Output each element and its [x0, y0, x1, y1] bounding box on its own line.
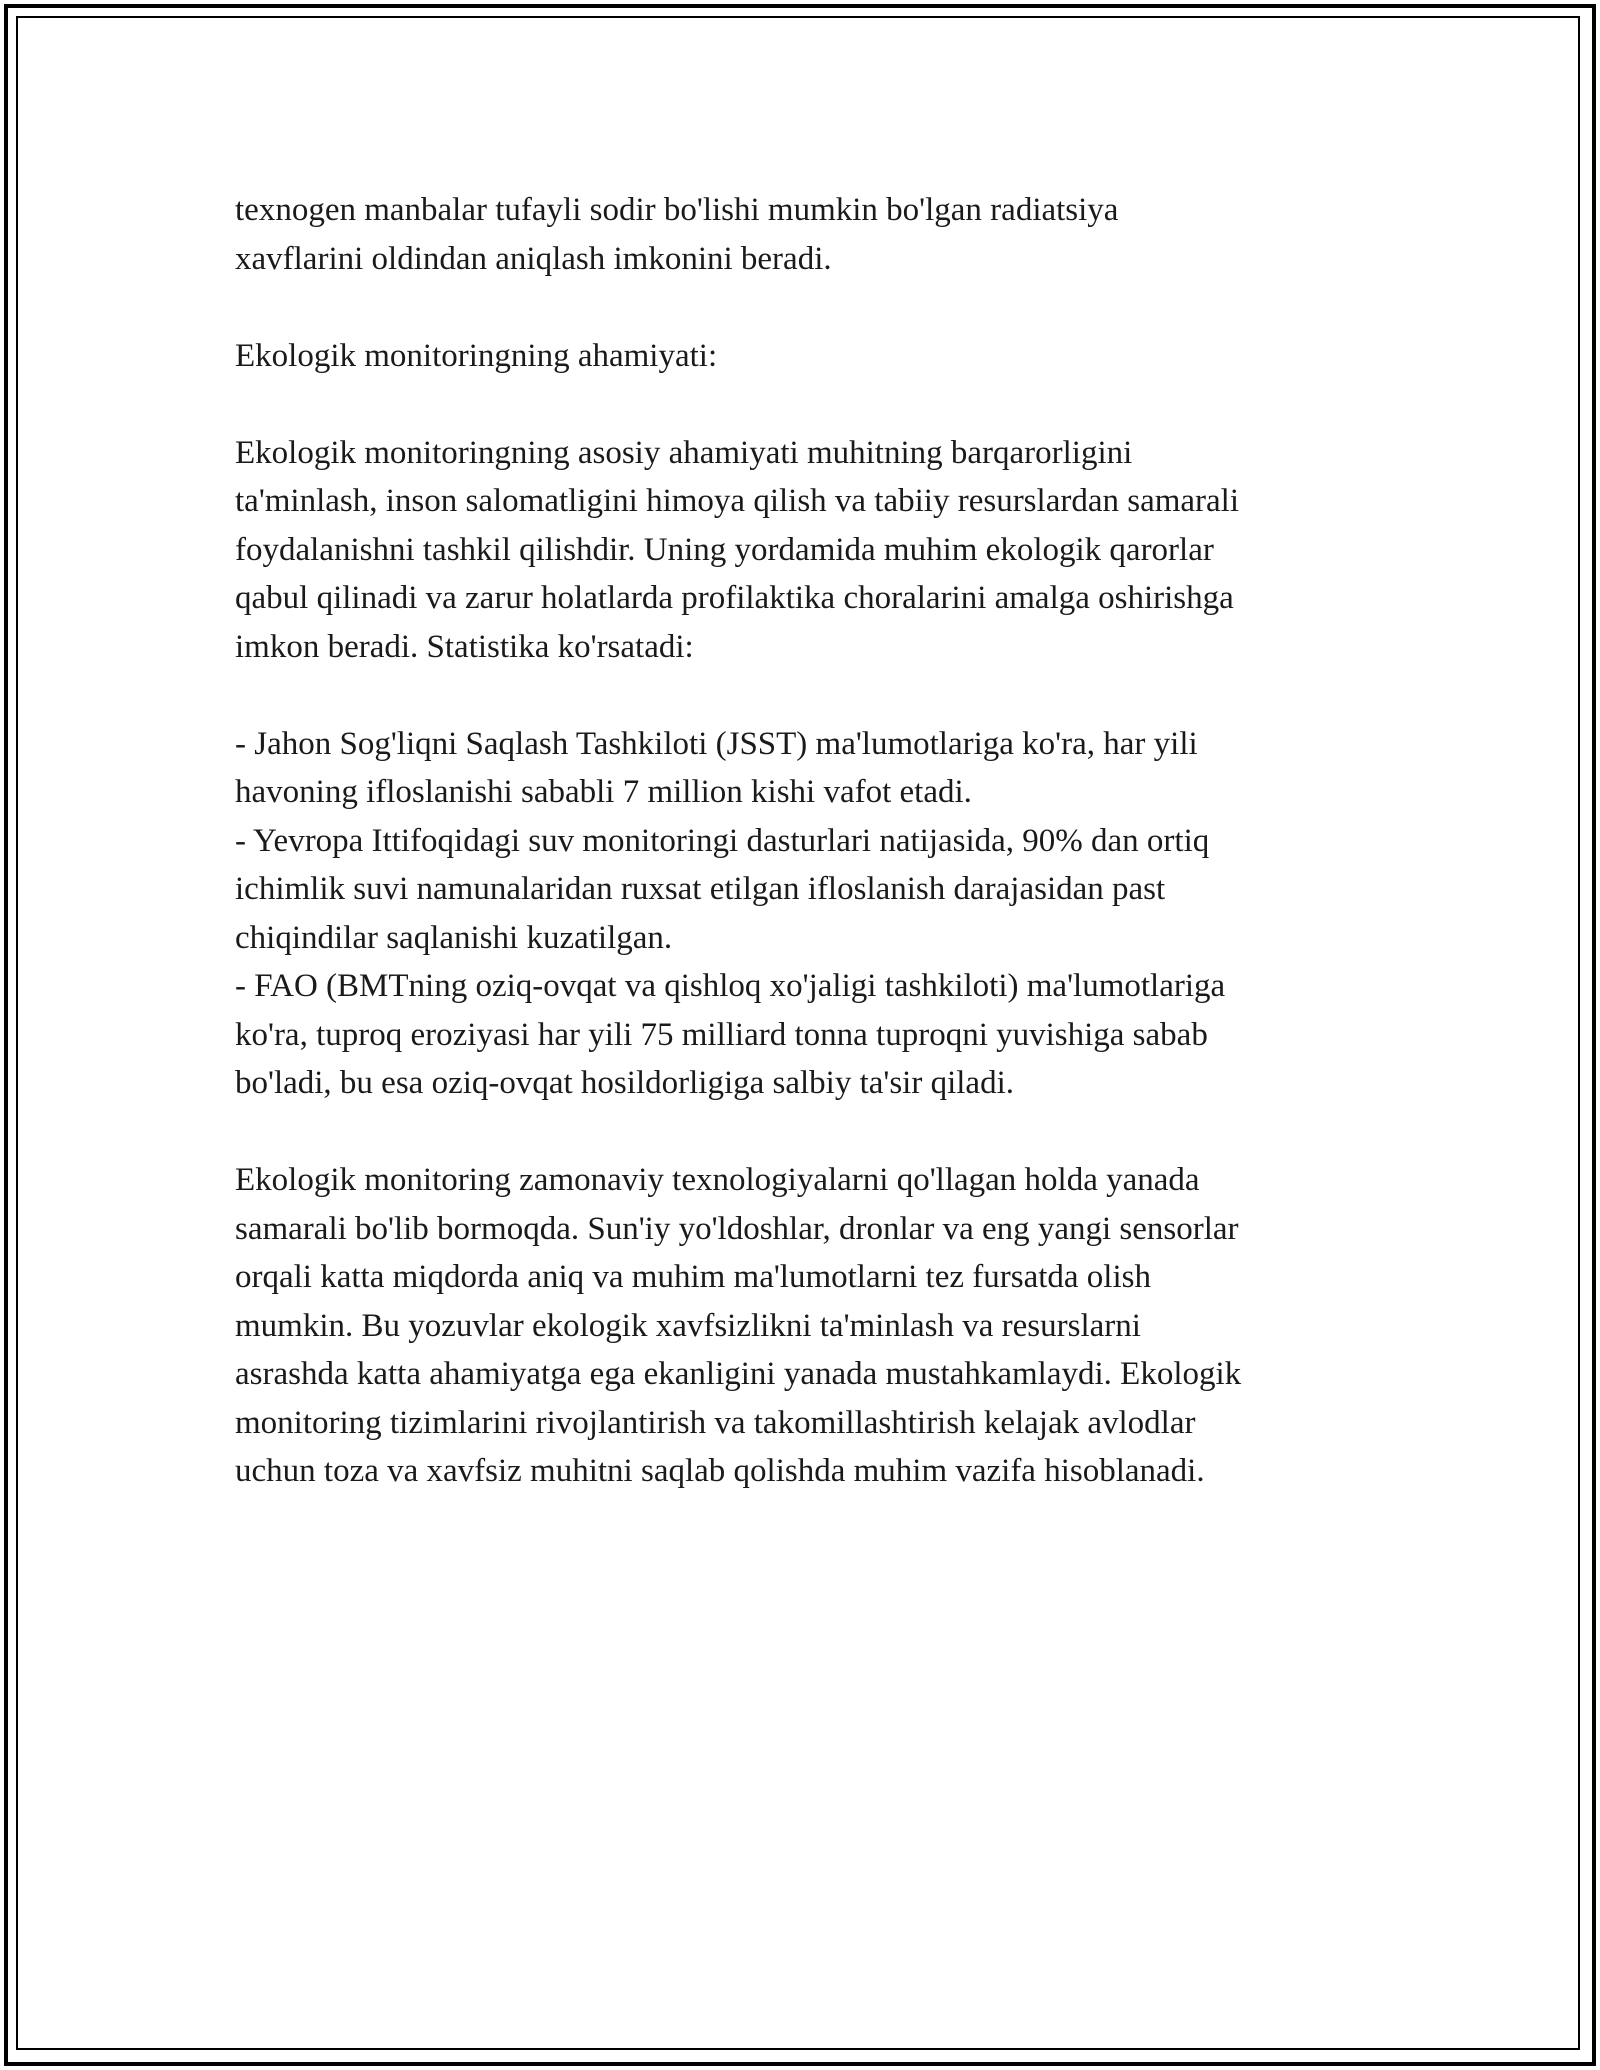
- text-line: mumkin. Bu yozuvlar ekologik xavfsizlikni ta'minlash va resurslarni: [235, 1307, 1141, 1344]
- text-line: texnogen manbalar tufayli sodir bo'lishi mumkin bo'lgan radiatsiya: [235, 192, 1119, 228]
- text-line: bo'ladi, bu esa oziq-ovqat hosildorligiga salbiy ta'sir qiladi.: [235, 1065, 1014, 1101]
- text-line: orqali katta miqdorda aniq va muhim ma'lumotlarni tez fursatda olish: [235, 1259, 1151, 1295]
- heading-text: Ekologik monitoringning ahamiyati:: [235, 337, 718, 374]
- text-line: ta'minlash, inson salomatligini himoya qilish va tabiiy resurslardan samarali: [235, 483, 1240, 519]
- text-line: chiqindilar saqlanishi kuzatilgan.: [235, 919, 673, 956]
- text-line: - Jahon Sog'liqni Saqlash Tashkiloti (JSST) ma'lumotlariga ko'ra, har yili: [235, 725, 1198, 762]
- conclusion-paragraph: [235, 1156, 1375, 1496]
- text-line: - FAO (BMTning oziq-ovqat va qishloq xo'jaligi tashkiloti) ma'lumotlariga: [235, 968, 1226, 1004]
- list-item-who: [235, 720, 1375, 817]
- text-line: ko'ra, tuproq eroziyasi har yili 75 milliard tonna tuproqni yuvishiga sabab: [235, 1016, 1208, 1053]
- text-line: xavflarini oldindan aniqlash imkonini beradi.: [235, 240, 832, 277]
- text-line: Ekologik monitoringning asosiy ahamiyati muhitning barqarorligini: [235, 434, 1133, 471]
- text-line: uchun toza va xavfsiz muhitni saqlab qolishda muhim vazifa hisoblanadi.: [235, 1453, 1205, 1489]
- text-line: qabul qilinadi va zarur holatlarda profilaktika choralarini amalga oshirishga: [235, 580, 1234, 616]
- list-item-eu-water: [235, 817, 1375, 963]
- document-body: [235, 186, 1375, 1544]
- intro-paragraph: [235, 186, 1375, 283]
- text-line: ichimlik suvi namunalaridan ruxsat etilgan ifloslanish darajasidan past: [235, 871, 1166, 907]
- statistics-list: [235, 720, 1375, 1108]
- text-line: - Yevropa Ittifoqidagi suv monitoringi dasturlari natijasida, 90% dan ortiq: [235, 822, 1210, 859]
- text-line: samarali bo'lib bormoqda. Sun'iy yo'ldoshlar, dronlar va eng yangi sensorlar: [235, 1210, 1239, 1247]
- text-line: havoning ifloslanishi sababli 7 million kishi vafot etadi.: [235, 774, 972, 810]
- text-line: foydalanishni tashkil qilishdir. Uning yordamida muhim ekologik qarorlar: [235, 531, 1214, 568]
- importance-paragraph: [235, 429, 1375, 672]
- text-line: Ekologik monitoring zamonaviy texnologiyalarni qo'llagan holda yanada: [235, 1162, 1200, 1198]
- text-line: asrashda katta ahamiyatga ega ekanligini yanada mustahkamlaydi. Ekologik: [235, 1356, 1242, 1392]
- section-heading: [235, 332, 1375, 381]
- list-item-fao: [235, 962, 1375, 1108]
- text-line: imkon beradi. Statistika ko'rsatadi:: [235, 628, 694, 665]
- text-line: monitoring tizimlarini rivojlantirish va takomillashtirish kelajak avlodlar: [235, 1404, 1196, 1441]
